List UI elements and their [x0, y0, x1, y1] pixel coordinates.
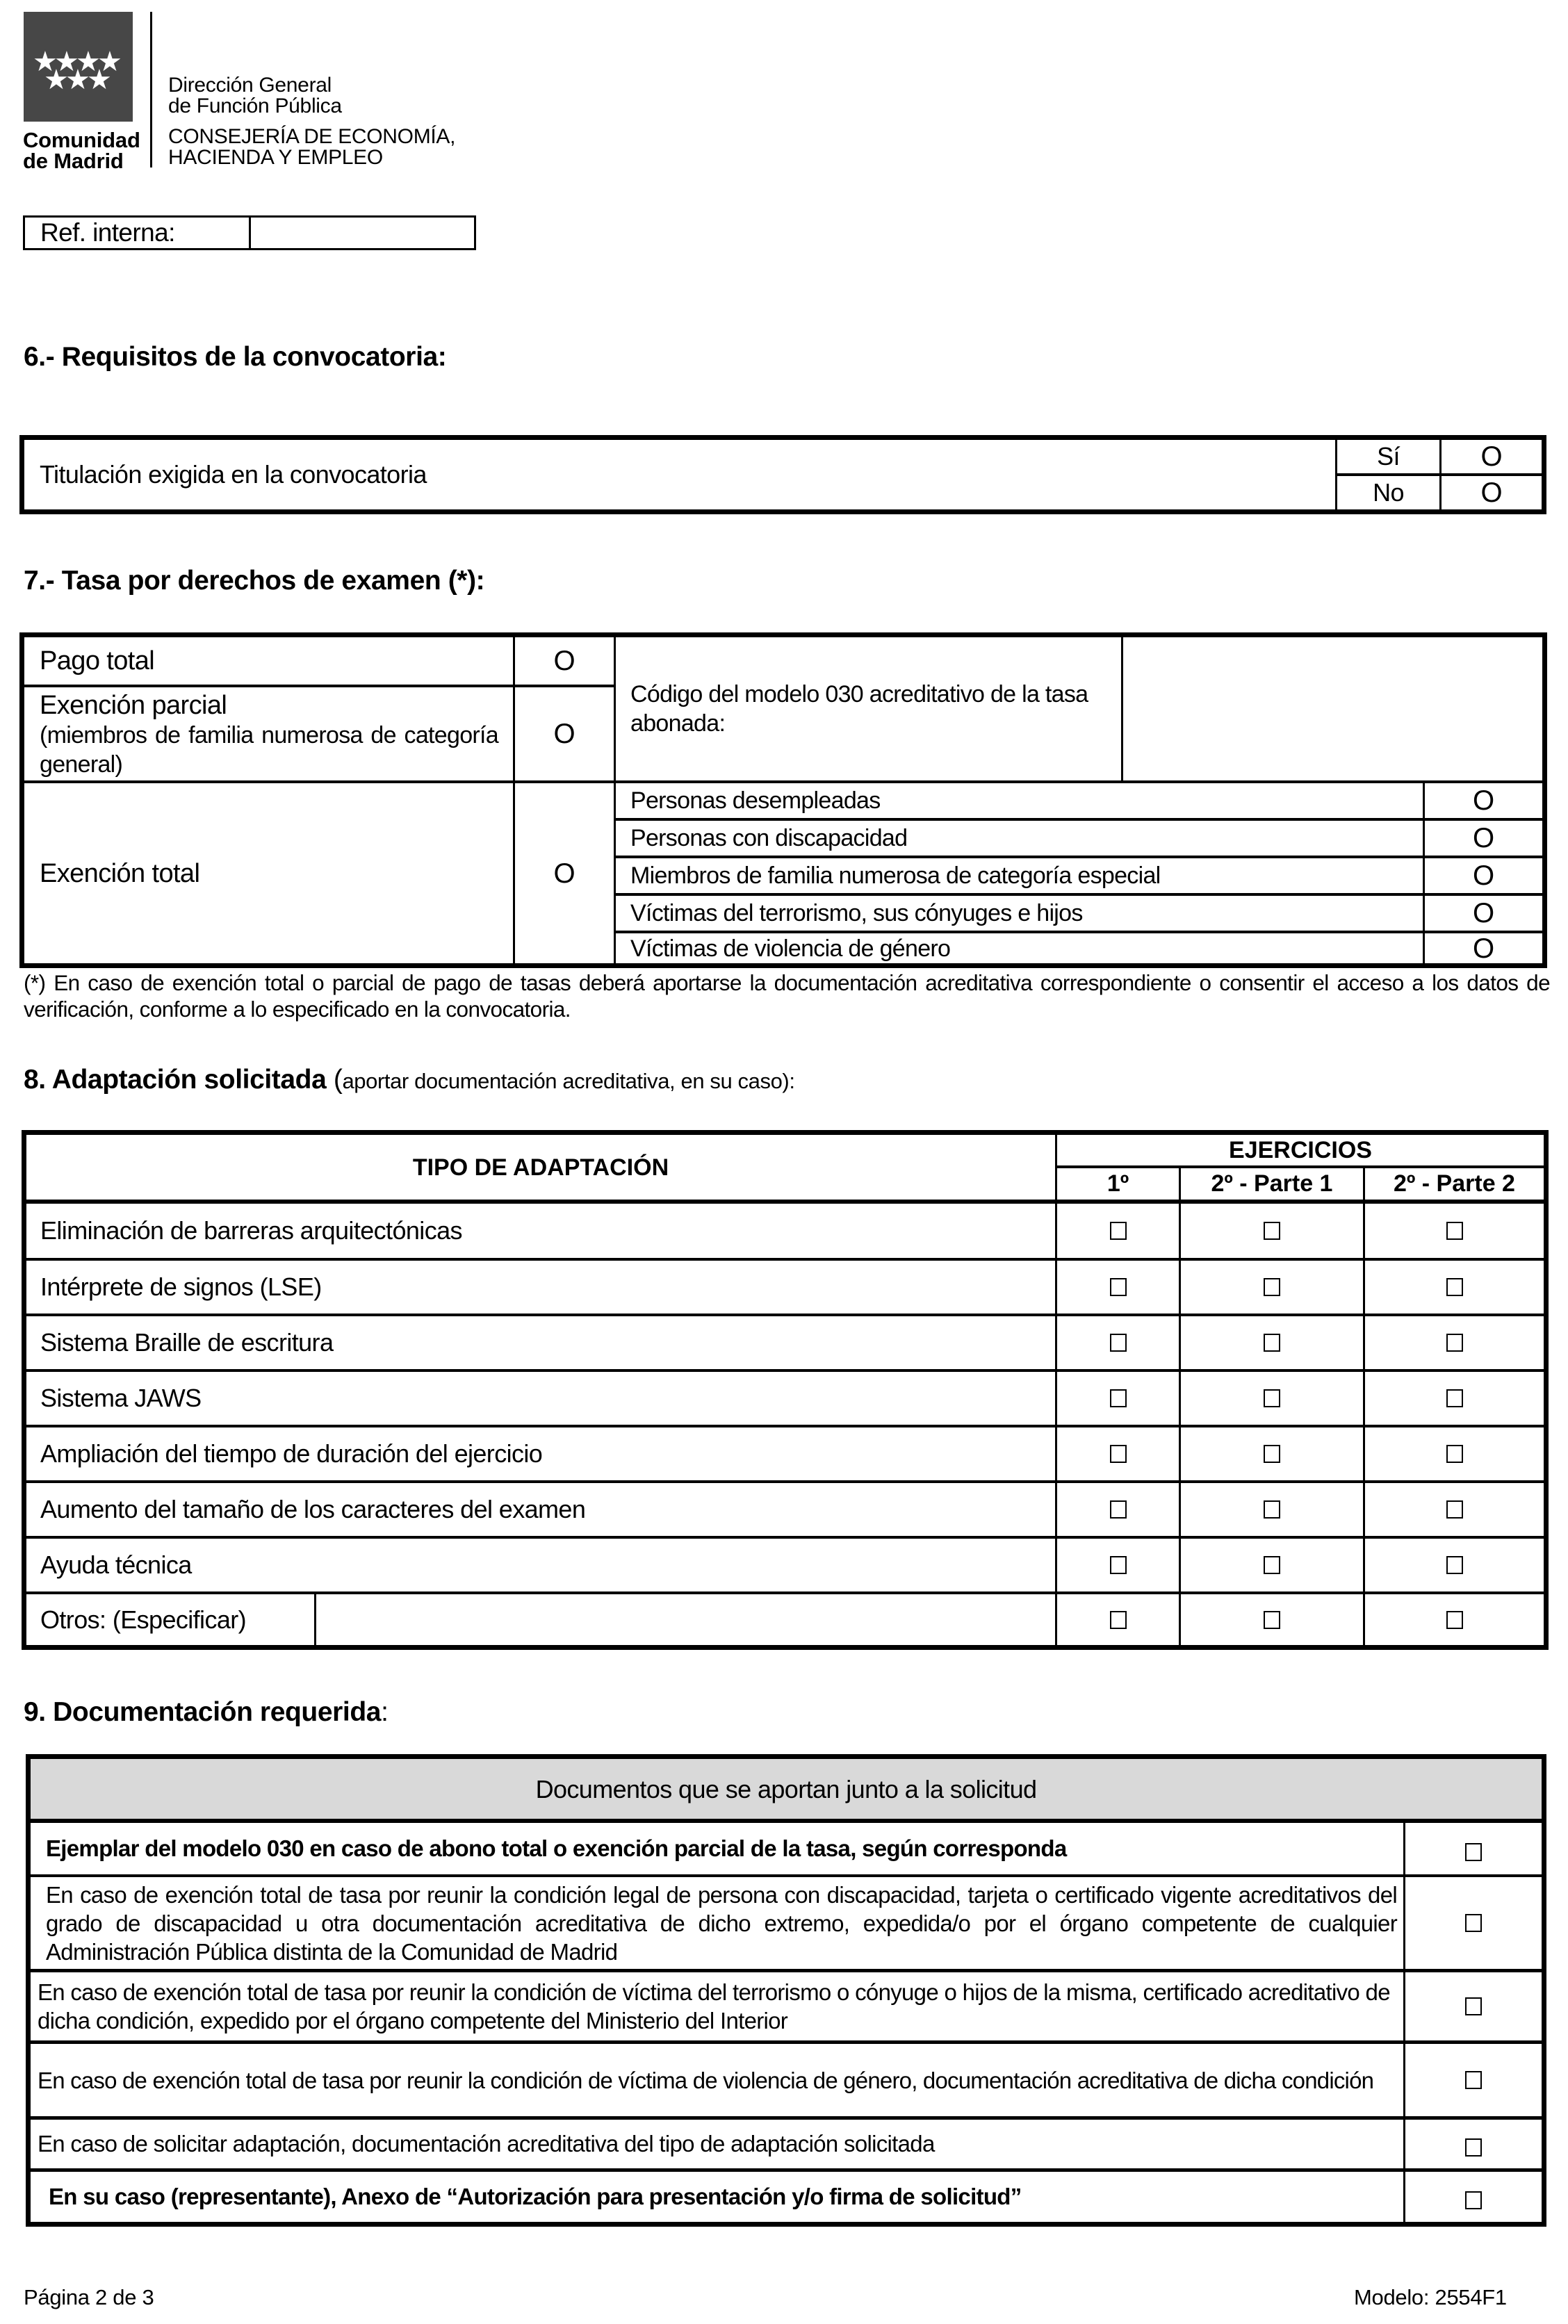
section9-title: [24, 1697, 389, 1728]
section8-table: [22, 1130, 1549, 1650]
row1-ej1-cell: [1057, 1204, 1179, 1258]
checkbox[interactable]: [1446, 1222, 1463, 1240]
section6-title: 6.- Requisitos de la convocatoria:: [24, 342, 447, 372]
row6-ej1-cell: [1057, 1483, 1179, 1536]
documents-header: Documentos que se aportan junto a la solicitud: [31, 1759, 1542, 1820]
logo-name-line1: Comunidad: [23, 128, 140, 152]
section9-title-main: 9. Documentación requerida: [24, 1697, 382, 1727]
document-row-label: En caso de exención total de tasa por reunir la condición de víctima de violencia de género, documentación acreditativa de dicha condición: [38, 2067, 1374, 2093]
org-line1: Dirección General: [168, 74, 332, 97]
ref-interna-field[interactable]: [251, 218, 474, 248]
adaptacion-label: Intérprete de signos (LSE): [40, 1273, 322, 1301]
checkbox[interactable]: [1446, 1278, 1463, 1296]
checkbox[interactable]: [1110, 1500, 1127, 1519]
adaptacion-label: Ayuda técnica: [40, 1550, 192, 1579]
option-familia-especial-radio[interactable]: O: [1472, 860, 1495, 891]
option-familia-especial-label: Miembros de familia numerosa de categoría especial: [630, 862, 1161, 889]
document-row-cell: [1405, 1877, 1542, 1969]
codigo-030-field[interactable]: [1123, 637, 1542, 780]
option-violencia-genero-label: Víctimas de violencia de género: [630, 935, 951, 962]
row8-ej2p1-cell: [1181, 1594, 1363, 1645]
checkbox[interactable]: [1465, 1843, 1482, 1861]
row3-ej1-cell: [1057, 1316, 1179, 1369]
adaptacion-label: Aumento del tamaño de los caracteres del examen: [40, 1495, 586, 1523]
exencion-total-label: Exención total: [40, 858, 200, 888]
adaptacion-label: Sistema Braille de escritura: [40, 1328, 334, 1357]
model-number: Modelo: 2554F1: [1354, 2285, 1507, 2309]
checkbox[interactable]: [1110, 1222, 1127, 1240]
checkbox[interactable]: [1465, 2138, 1482, 2157]
exencion-parcial-detail: (miembros de familia numerosa de categoría general): [40, 722, 498, 778]
option-si-radio[interactable]: O: [1480, 441, 1503, 472]
org-line3: CONSEJERÍA DE ECONOMÍA,: [168, 125, 456, 148]
option-no-radio[interactable]: O: [1480, 477, 1503, 508]
checkbox[interactable]: [1110, 1278, 1127, 1296]
row7-ej2p1-cell: [1181, 1539, 1363, 1591]
ref-interna-label: Ref. interna:: [25, 218, 251, 248]
option-terrorismo-radio[interactable]: O: [1472, 898, 1495, 928]
document-row-cell: [1405, 2120, 1542, 2168]
document-row-label: Ejemplar del modelo 030 en caso de abono total o exención parcial de la tasa, según corresponda: [46, 1835, 1067, 1861]
page-number: Página 2 de 3: [24, 2285, 154, 2309]
col-tipo-adaptacion: TIPO DE ADAPTACIÓN: [412, 1154, 669, 1181]
row7-ej1-cell: [1057, 1539, 1179, 1591]
section8-title-note: aportar documentación acreditativa, en su caso):: [342, 1069, 795, 1093]
adaptacion-label: Eliminación de barreras arquitectónicas: [40, 1216, 462, 1245]
col-ejercicio-2-parte-2: 2º - Parte 2: [1394, 1170, 1515, 1197]
checkbox[interactable]: [1110, 1445, 1127, 1463]
col-ejercicio-1: 1º: [1106, 1170, 1129, 1197]
row1-ej2p1-cell: [1181, 1204, 1363, 1258]
checkbox[interactable]: [1264, 1611, 1280, 1629]
row3-ej2p2-cell: [1365, 1316, 1544, 1369]
section8-title-paren: (: [326, 1065, 343, 1095]
checkbox[interactable]: [1110, 1556, 1127, 1574]
document-row-cell: [1405, 1972, 1542, 2040]
section7-title: 7.- Tasa por derechos de examen (*):: [24, 566, 485, 596]
checkbox[interactable]: [1465, 1914, 1482, 1932]
checkbox[interactable]: [1446, 1611, 1463, 1629]
row2-ej1-cell: [1057, 1261, 1179, 1314]
row5-ej2p2-cell: [1365, 1427, 1544, 1480]
document-row-label: En su caso (representante), Anexo de “Autorización para presentación y/o firma de solicitud”: [49, 2184, 1022, 2209]
row4-ej1-cell: [1057, 1372, 1179, 1425]
checkbox[interactable]: [1264, 1278, 1280, 1296]
option-violencia-genero-radio[interactable]: O: [1472, 933, 1495, 964]
document-row-label: En caso de solicitar adaptación, documentación acreditativa del tipo de adaptación solicitada: [38, 2131, 935, 2157]
exencion-parcial-label: Exención parcial: [40, 691, 227, 720]
pago-total-radio[interactable]: O: [553, 646, 575, 676]
row3-ej2p1-cell: [1181, 1316, 1363, 1369]
checkbox[interactable]: [1465, 2191, 1482, 2209]
section8-title: [24, 1065, 795, 1095]
row7-ej2p2-cell: [1365, 1539, 1544, 1591]
row5-ej2p1-cell: [1181, 1427, 1363, 1480]
option-no-label: No: [1373, 478, 1404, 507]
checkbox[interactable]: [1446, 1334, 1463, 1352]
pago-total-label: Pago total: [40, 646, 155, 676]
checkbox[interactable]: [1446, 1389, 1463, 1407]
option-desempleadas-label: Personas desempleadas: [630, 787, 881, 814]
row8-ej1-cell: [1057, 1594, 1179, 1645]
option-desempleadas-radio[interactable]: O: [1472, 785, 1495, 816]
col-ejercicio-2-parte-1: 2º - Parte 1: [1211, 1170, 1333, 1197]
checkbox[interactable]: [1465, 1997, 1482, 2015]
otros-especificar-field[interactable]: [316, 1594, 1055, 1645]
document-row-cell: [1405, 2044, 1542, 2116]
checkbox[interactable]: [1446, 1445, 1463, 1463]
row4-ej2p2-cell: [1365, 1372, 1544, 1425]
section7-table: [19, 632, 1547, 968]
adaptacion-label: Sistema JAWS: [40, 1384, 202, 1412]
option-discapacidad-radio[interactable]: O: [1472, 823, 1495, 853]
document-row-cell: [1405, 1823, 1542, 1874]
checkbox[interactable]: [1264, 1556, 1280, 1574]
checkbox[interactable]: [1264, 1222, 1280, 1240]
org-line2: de Función Pública: [168, 95, 342, 117]
org-line4: HACIENDA Y EMPLEO: [168, 146, 383, 169]
section6-table: [19, 435, 1546, 514]
checkbox[interactable]: [1465, 2071, 1482, 2089]
codigo-030-label: Código del modelo 030 acreditativo de la tasa abonada:: [630, 681, 1088, 737]
col-group-ejercicios: EJERCICIOS: [1229, 1137, 1372, 1163]
logo-name-line2: de Madrid: [23, 149, 124, 173]
section9-title-colon: :: [381, 1697, 389, 1727]
checkbox[interactable]: [1110, 1611, 1127, 1629]
row2-ej2p2-cell: [1365, 1261, 1544, 1314]
exencion-total-radio[interactable]: O: [553, 858, 575, 889]
row8-ej2p2-cell: [1365, 1594, 1544, 1645]
checkbox[interactable]: [1446, 1556, 1463, 1574]
option-terrorismo-label: Víctimas del terrorismo, sus cónyuges e hijos: [630, 900, 1083, 926]
section7-footnote: (*) En caso de exención total o parcial de pago de tasas deberá aportarse la documentación acreditativa correspondiente o consentir el acceso a los datos de verificación, conforme a lo especificado en la convocatoria.: [24, 970, 1550, 1022]
adaptacion-label: Otros: (Especificar): [40, 1605, 247, 1634]
row4-ej2p1-cell: [1181, 1372, 1363, 1425]
checkbox[interactable]: [1264, 1445, 1280, 1463]
checkbox[interactable]: [1446, 1500, 1463, 1519]
section9-table: [26, 1754, 1546, 2227]
checkbox[interactable]: [1110, 1389, 1127, 1407]
row6-ej2p2-cell: [1365, 1483, 1544, 1536]
logo-emblem: ★ ★ ★ ★ ★ ★ ★: [24, 12, 133, 122]
header-divider: [150, 12, 152, 167]
checkbox[interactable]: [1110, 1334, 1127, 1352]
row5-ej1-cell: [1057, 1427, 1179, 1480]
exencion-parcial-cell: [40, 690, 498, 779]
option-discapacidad-label: Personas con discapacidad: [630, 825, 908, 851]
checkbox[interactable]: [1264, 1500, 1280, 1519]
document-row-cell: [1405, 2172, 1542, 2222]
checkbox[interactable]: [1264, 1334, 1280, 1352]
row6-ej2p1-cell: [1181, 1483, 1363, 1536]
row2-ej2p1-cell: [1181, 1261, 1363, 1314]
titulacion-label: Titulación exigida en la convocatoria: [40, 460, 427, 489]
ref-interna-box: [23, 215, 476, 250]
exencion-parcial-radio[interactable]: O: [553, 719, 575, 749]
section8-title-main: 8. Adaptación solicitada: [24, 1065, 327, 1095]
checkbox[interactable]: [1264, 1389, 1280, 1407]
adaptacion-label: Ampliación del tiempo de duración del ejercicio: [40, 1439, 543, 1468]
row1-ej2p2-cell: [1365, 1204, 1544, 1258]
option-si-label: Sí: [1377, 442, 1400, 470]
document-row-label: En caso de exención total de tasa por reunir la condición de víctima del terrorismo o cónyuge o hijos de la misma, certificado acreditativo de dicha condición, expedido por el órgano competente del Ministerio del Interior: [38, 1979, 1390, 2034]
document-row-label: En caso de exención total de tasa por reunir la condición legal de persona con discapacidad, tarjeta o certificado vigente acreditativos del grado de discapacidad u otra documentación acreditativa de dicho extremo, expedida/o por el órgano competente de cualquier Administración Pública distinta de la Comunidad de Madrid: [46, 1881, 1397, 1965]
